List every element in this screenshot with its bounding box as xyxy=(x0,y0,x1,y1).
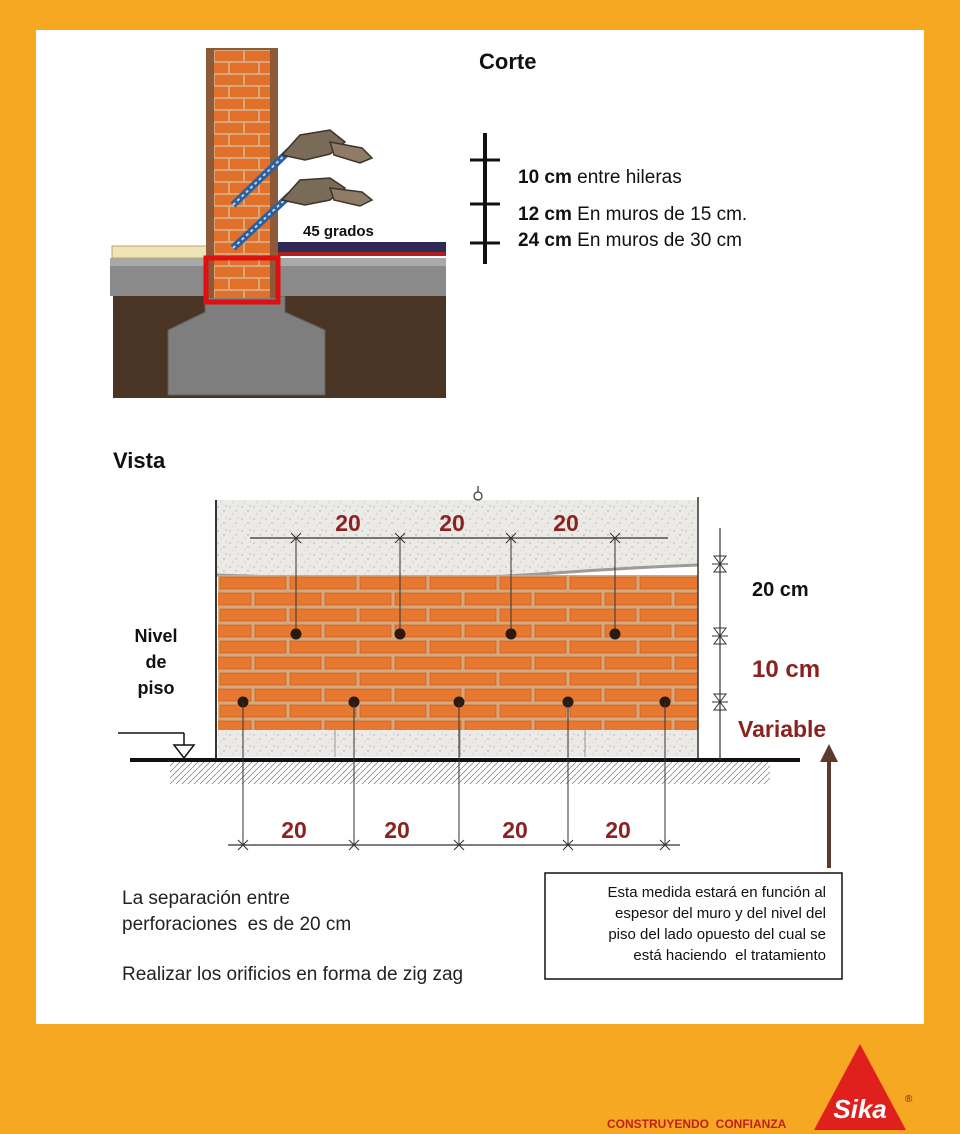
measure-12cm: 12 cm En muros de 15 cm. xyxy=(518,204,748,225)
bottom-spacing-3: 20 xyxy=(502,817,528,843)
bottom-spacing-2: 20 xyxy=(384,817,410,843)
note-box-line2: espesor del muro y del nivel del xyxy=(615,905,826,922)
note-box-line3: piso del lado opuesto del cual se xyxy=(608,926,826,943)
floor-level-label-2: de xyxy=(145,652,167,672)
dim-20cm: 20 cm xyxy=(752,579,809,601)
svg-text:Sika: Sika xyxy=(833,1094,887,1124)
bottom-spacing-1: 20 xyxy=(281,817,307,843)
bottom-spacing-4: 20 xyxy=(605,817,631,843)
dim-10cm: 10 cm xyxy=(752,656,821,683)
sika-logo xyxy=(814,1044,913,1130)
separation-note-line1: La separación entre xyxy=(122,888,290,909)
measure-24cm: 24 cm En muros de 30 cm xyxy=(518,230,742,251)
vista-title: Vista xyxy=(113,448,166,473)
svg-text:®: ® xyxy=(905,1094,913,1105)
separation-note-line2: perforaciones es de 20 cm xyxy=(122,914,352,935)
note-box-line1: Esta medida estará en función al xyxy=(607,884,826,901)
top-spacing-3: 20 xyxy=(553,510,579,536)
dim-variable: Variable xyxy=(738,716,827,742)
floor-level-label-3: piso xyxy=(137,678,175,698)
angle-label: 45 grados xyxy=(303,223,374,240)
zigzag-note: Realizar los orificios en forma de zig zag xyxy=(122,964,464,985)
note-box-line4: está haciendo el tratamiento xyxy=(633,947,826,964)
corte-title: Corte xyxy=(479,49,537,74)
measure-10cm: 10 cm entre hileras xyxy=(518,167,682,188)
floor-level-label-1: Nivel xyxy=(134,626,178,646)
top-spacing-2: 20 xyxy=(439,510,465,536)
brand-slogan: CONSTRUYENDO CONFIANZA xyxy=(607,1117,787,1131)
top-spacing-1: 20 xyxy=(335,510,361,536)
